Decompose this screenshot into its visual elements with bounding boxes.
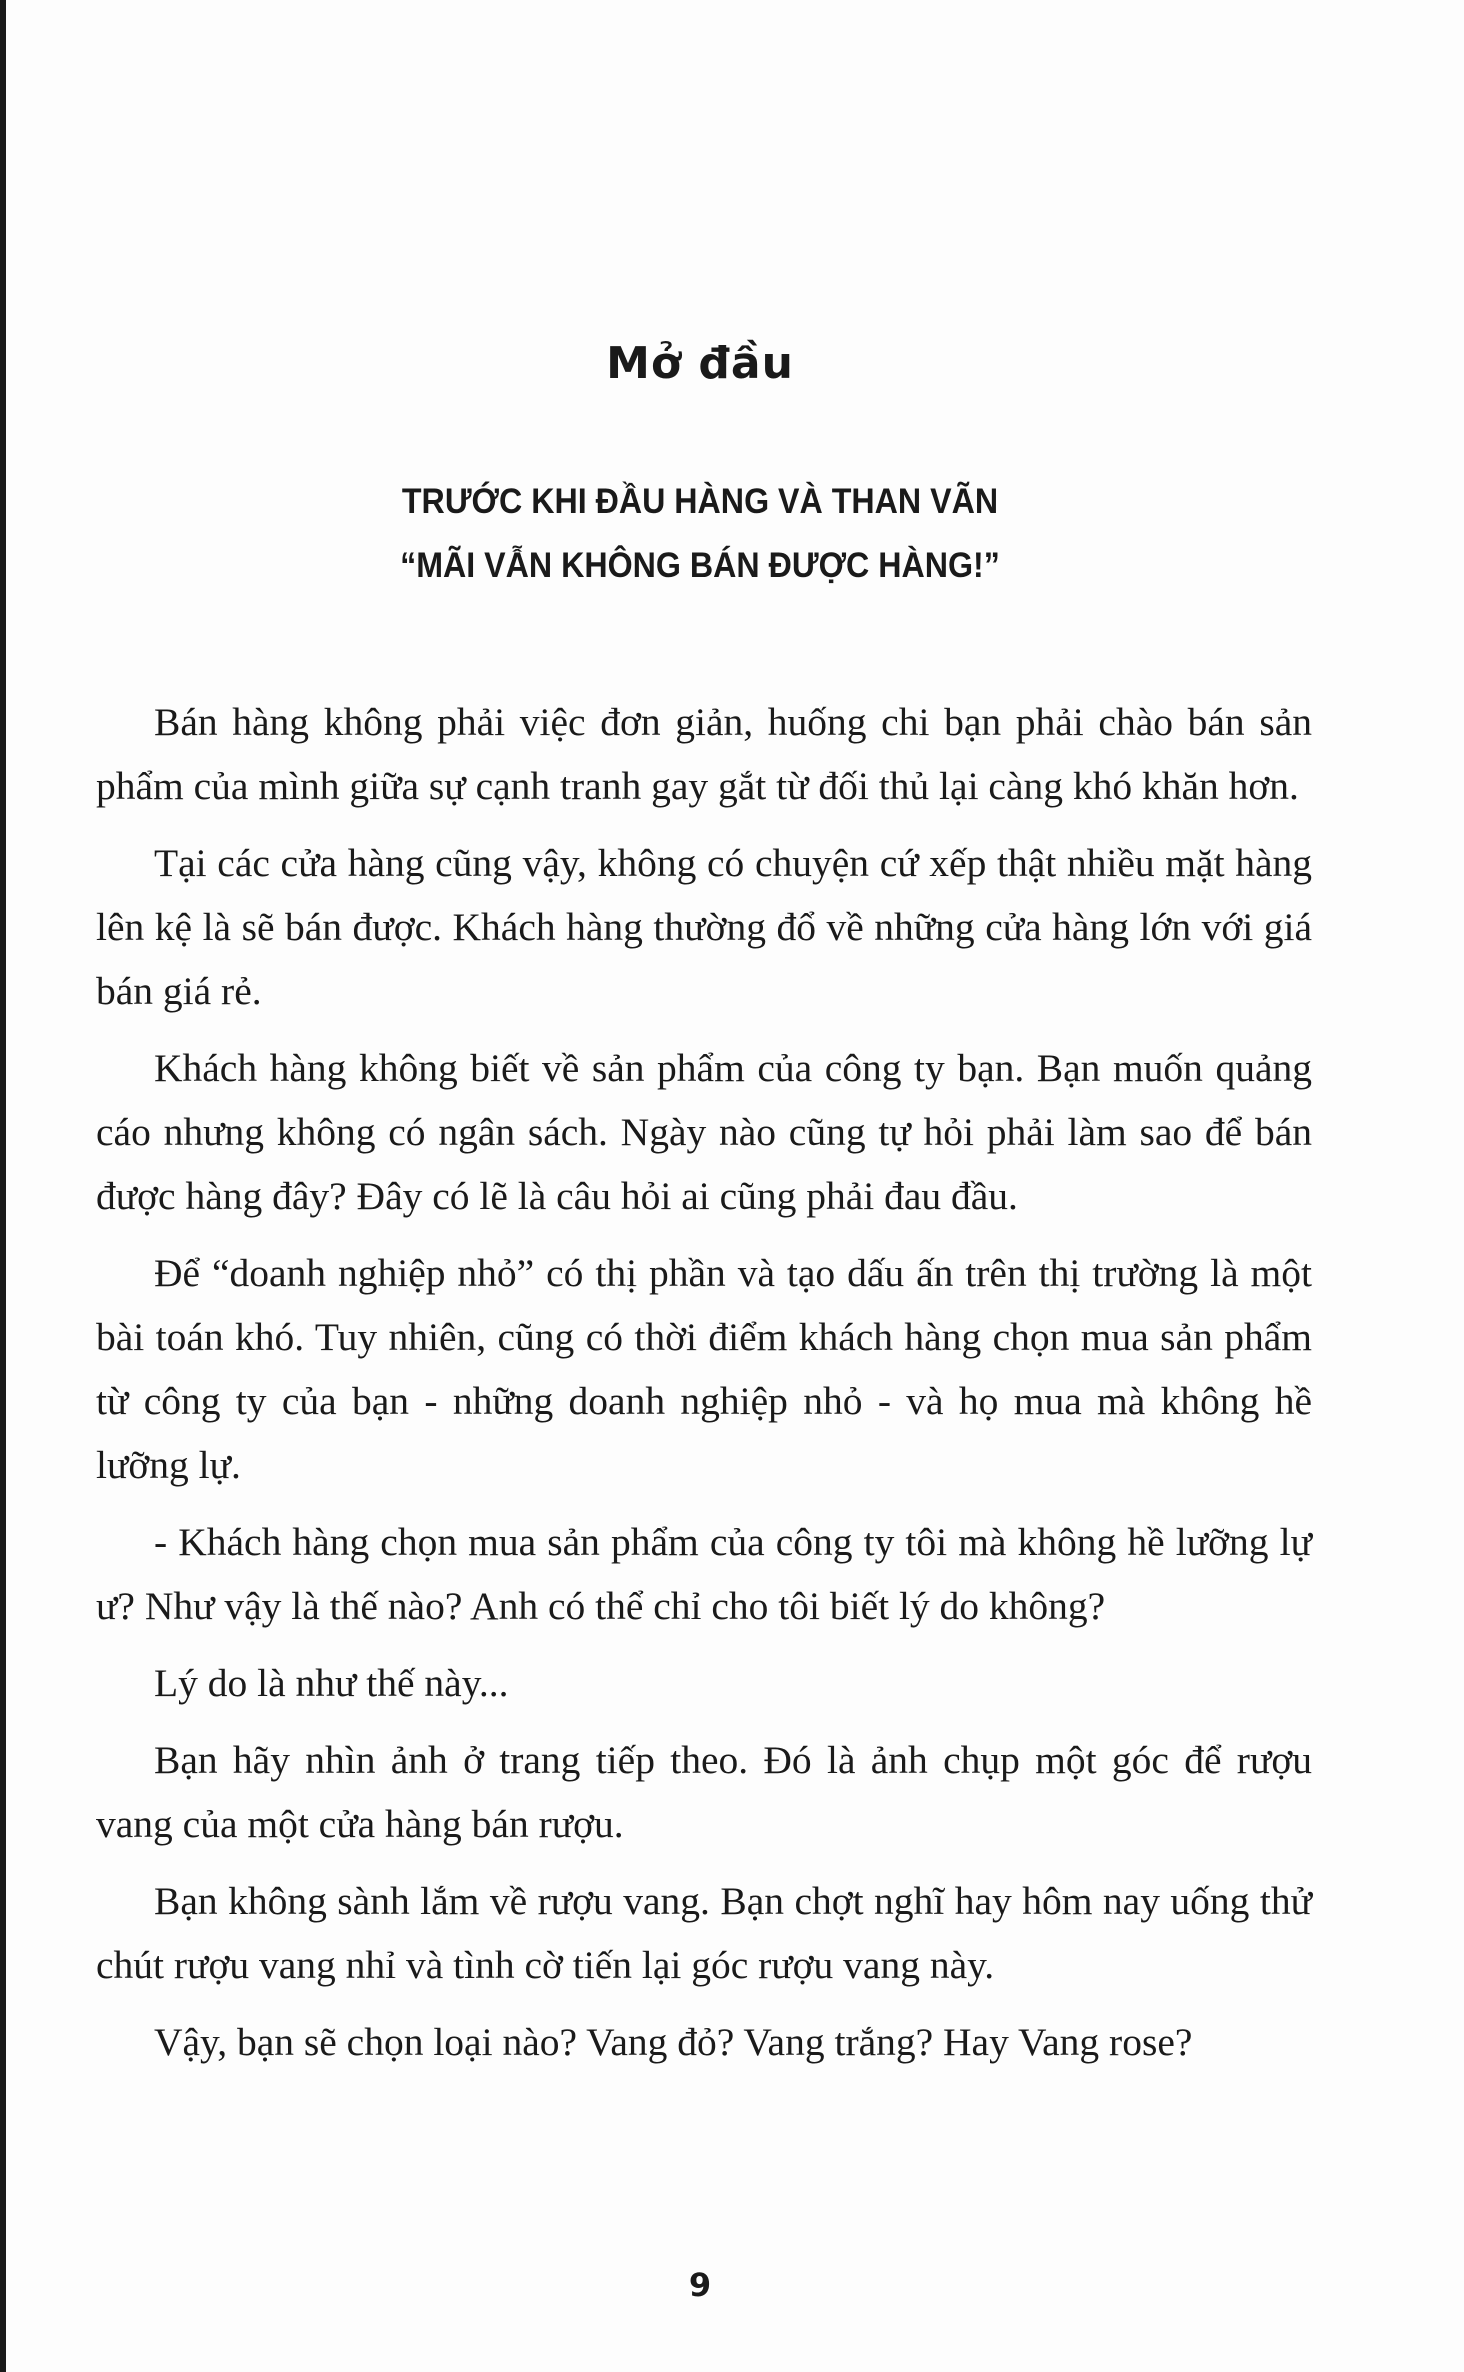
subtitle-line-2: “MÃI VẪN KHÔNG BÁN ĐƯỢC HÀNG!” bbox=[400, 546, 1000, 585]
subtitle-line-1: TRƯỚC KHI ĐẦU HÀNG VÀ THAN VÃN bbox=[401, 482, 999, 521]
chapter-title: Mở đầu bbox=[606, 338, 794, 389]
paragraph-9: Vậy, bạn sẽ chọn loại nào? Vang đỏ? Vang trắng? Hay Vang rose? bbox=[154, 2020, 1193, 2064]
paragraph-8: Bạn không sành lắm về rượu vang. Bạn chợt nghĩ hay hôm nay uống thử chút rượu vang nhỉ và tình cờ tiến lại góc rượu vang này. bbox=[96, 1879, 1312, 1987]
paragraph-3: Khách hàng không biết về sản phẩm của công ty bạn. Bạn muốn quảng cáo nhưng không có ngân sách. Ngày nào cũng tự hỏi phải làm sao để bán được hàng đây? Đây có lẽ là câu hỏi ai cũng phải đau đầu. bbox=[96, 1046, 1312, 1218]
chapter-subtitle bbox=[0, 470, 1400, 598]
paragraph-4: Để “doanh nghiệp nhỏ” có thị phần và tạo dấu ấn trên thị trường là một bài toán khó. Tuy nhiên, cũng có thời điểm khách hàng chọn mua sản phẩm từ công ty của bạn - những doanh nghiệp nhỏ - và họ mua mà không hề lưỡng lự. bbox=[96, 1251, 1312, 1487]
body-text bbox=[96, 690, 1312, 2087]
paragraph-1: Bán hàng không phải việc đơn giản, huống chi bạn phải chào bán sản phẩm của mình giữa sự cạnh tranh gay gắt từ đối thủ lại càng khó khăn hơn. bbox=[96, 700, 1312, 808]
paragraph-2: Tại các cửa hàng cũng vậy, không có chuyện cứ xếp thật nhiều mặt hàng lên kệ là sẽ bán được. Khách hàng thường đổ về những cửa hàng lớn với giá bán giá rẻ. bbox=[96, 841, 1312, 1013]
paragraph-7: Bạn hãy nhìn ảnh ở trang tiếp theo. Đó là ảnh chụp một góc để rượu vang của một cửa hàng bán rượu. bbox=[96, 1738, 1312, 1846]
page-number: 9 bbox=[688, 2266, 712, 2304]
paragraph-5: - Khách hàng chọn mua sản phẩm của công ty tôi mà không hề lưỡng lự ư? Như vậy là thế nào? Anh có thể chỉ cho tôi biết lý do không? bbox=[96, 1520, 1312, 1628]
paragraph-6: Lý do là như thế này... bbox=[154, 1661, 509, 1705]
